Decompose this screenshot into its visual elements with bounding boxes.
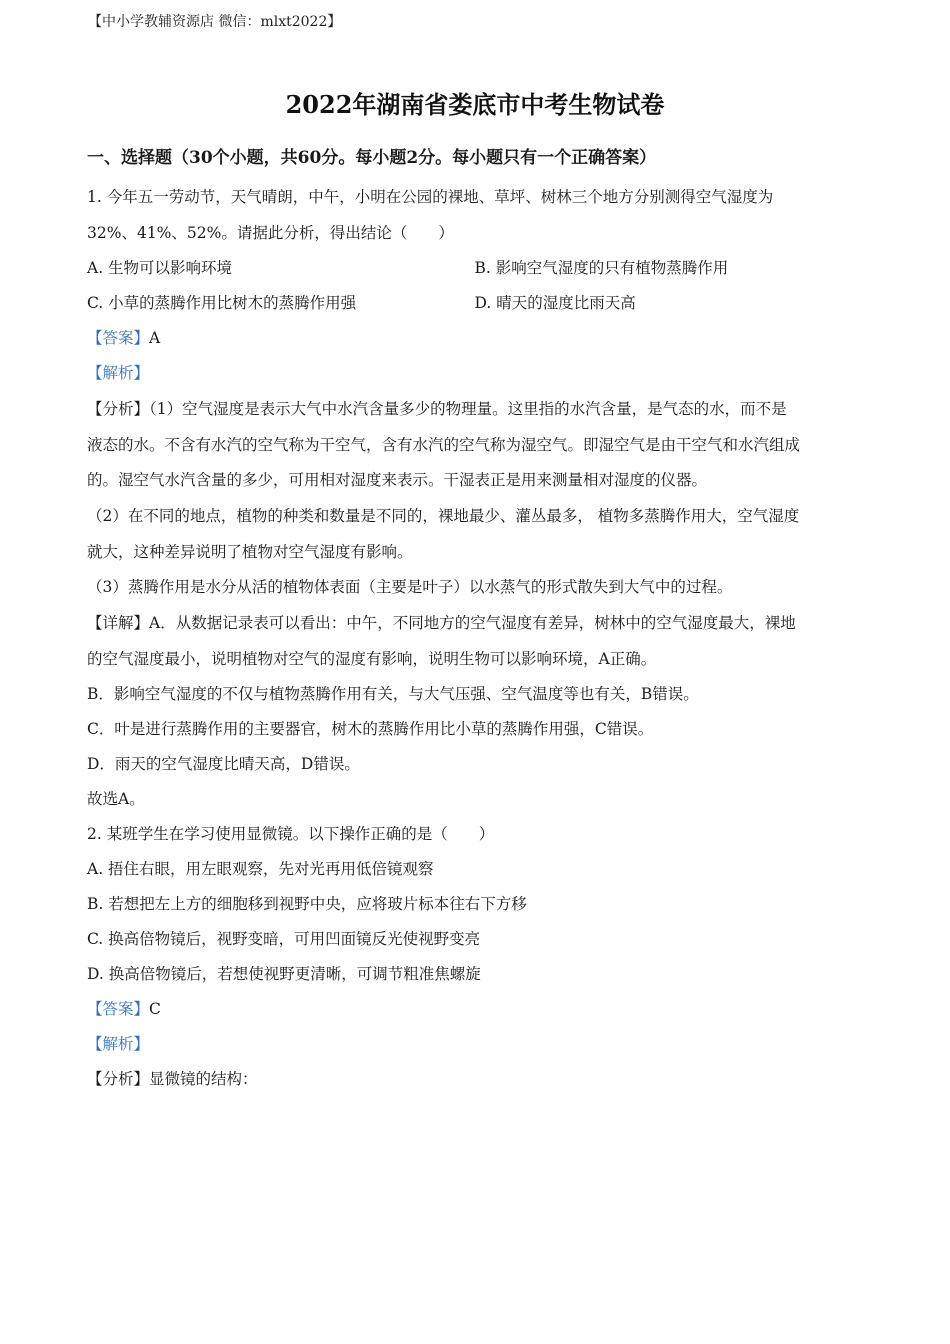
q1-option-b: B. 影响空气湿度的只有植物蒸腾作用: [474, 259, 729, 277]
answer-value: A: [149, 329, 161, 347]
answer-label: 【答案】: [87, 329, 150, 347]
header-note: 【中小学教辅资源店 微信：mlxt2022】: [88, 14, 342, 30]
fenxi-label: 【分析】: [87, 1070, 150, 1088]
document-body: [87, 143, 862, 1097]
q1-option-d: D. 晴天的湿度比雨天高: [474, 294, 636, 312]
analysis-label: 【解析】: [87, 364, 150, 382]
q1-fenxi-line-5: 就大，这种差异说明了植物对空气湿度有影响。: [87, 543, 413, 561]
q1-xiangjie-line-5: D．雨天的空气湿度比晴天高，D错误。: [87, 755, 360, 773]
q2-analysis-label: [87, 1027, 862, 1062]
q2-option-c: C. 换高倍物镜后，视野变暗，可用凹面镜反光使视野变亮: [87, 930, 481, 948]
q1-fenxi-line-3: 的。湿空气水汽含量的多少，可用相对湿度来表示。干湿表正是用来测量相对湿度的仪器。: [87, 471, 708, 489]
q1-fenxi-line-4: （2）在不同的地点，植物的种类和数量是不同的，裸地最少、灌丛最多， 植物多蒸腾作用大，空气湿度: [87, 507, 800, 525]
question-2: [87, 817, 862, 1097]
q1-xiangjie-line-2: 的空气湿度最小，说明植物对空气的湿度有影响，说明生物可以影响环境，A正确。: [87, 650, 657, 668]
q1-options-row-2: [87, 286, 862, 321]
q2-option-b: B. 若想把左上方的细胞移到视野中央，应将玻片标本往右下方移: [87, 895, 527, 913]
q1-fenxi-line-6: （3）蒸腾作用是水分从活的植物体表面（主要是叶子）以水蒸气的形式散失到大气中的过程。: [87, 578, 733, 596]
q1-stem-line-2: 32%、41%、52%。请据此分析，得出结论（ ）: [87, 224, 454, 242]
fenxi-text: 显微镜的结构：: [149, 1070, 258, 1088]
analysis-label: 【解析】: [87, 1035, 150, 1053]
q2-fenxi: [87, 1062, 862, 1097]
xiangjie-text: A．从数据记录表可以看出：中午，不同地方的空气湿度有差异，树林中的空气湿度最大，裸地: [149, 614, 796, 632]
xiangjie-label: 【详解】: [87, 614, 150, 632]
q1-fenxi-line-1: [87, 391, 862, 427]
q1-fenxi-line-2: 液态的水。不含有水汽的空气称为干空气，含有水汽的空气称为湿空气。即湿空气是由干空气和水汽组成: [87, 436, 801, 454]
q1-xiangjie-line-1: [87, 605, 862, 641]
q1-option-a: A. 生物可以影响环境: [87, 259, 233, 277]
q1-stem-line-1: 1. 今年五一劳动节，天气晴朗，中午，小明在公园的裸地、草坪、树林三个地方分别测得空气湿度为: [87, 188, 774, 206]
page-title: 2022年湖南省娄底市中考生物试卷: [285, 90, 665, 119]
q2-stem: 2. 某班学生在学习使用显微镜。以下操作正确的是（ ）: [87, 825, 495, 843]
q1-option-c: C. 小草的蒸腾作用比树木的蒸腾作用强: [87, 294, 357, 312]
answer-value: C: [149, 1000, 161, 1018]
answer-label: 【答案】: [87, 1000, 150, 1018]
q1-conclusion: 故选A。: [87, 790, 145, 808]
q1-options-row-1: [87, 251, 862, 286]
question-1: [87, 179, 862, 817]
fenxi-text: （1）空气湿度是表示大气中水汽含量多少的物理量。这里指的水汽含量，是气态的水，而不是: [149, 400, 787, 418]
q2-option-d: D. 换高倍物镜后，若想使视野更清晰，可调节粗准焦螺旋: [87, 965, 481, 983]
q1-answer: [87, 321, 862, 356]
q1-analysis-label: [87, 356, 862, 391]
q2-answer: [87, 992, 862, 1027]
q1-xiangjie-line-4: C．叶是进行蒸腾作用的主要器官，树木的蒸腾作用比小草的蒸腾作用强，C错误。: [87, 720, 654, 738]
q1-xiangjie-line-3: B．影响空气湿度的不仅与植物蒸腾作用有关，与大气压强、空气温度等也有关，B错误。: [87, 685, 699, 703]
q2-option-a: A. 捂住右眼，用左眼观察，先对光再用低倍镜观察: [87, 860, 434, 878]
fenxi-label: 【分析】: [87, 400, 150, 418]
section-heading: 一、选择题（30个小题，共60分。每小题2分。每小题只有一个正确答案）: [87, 148, 657, 168]
